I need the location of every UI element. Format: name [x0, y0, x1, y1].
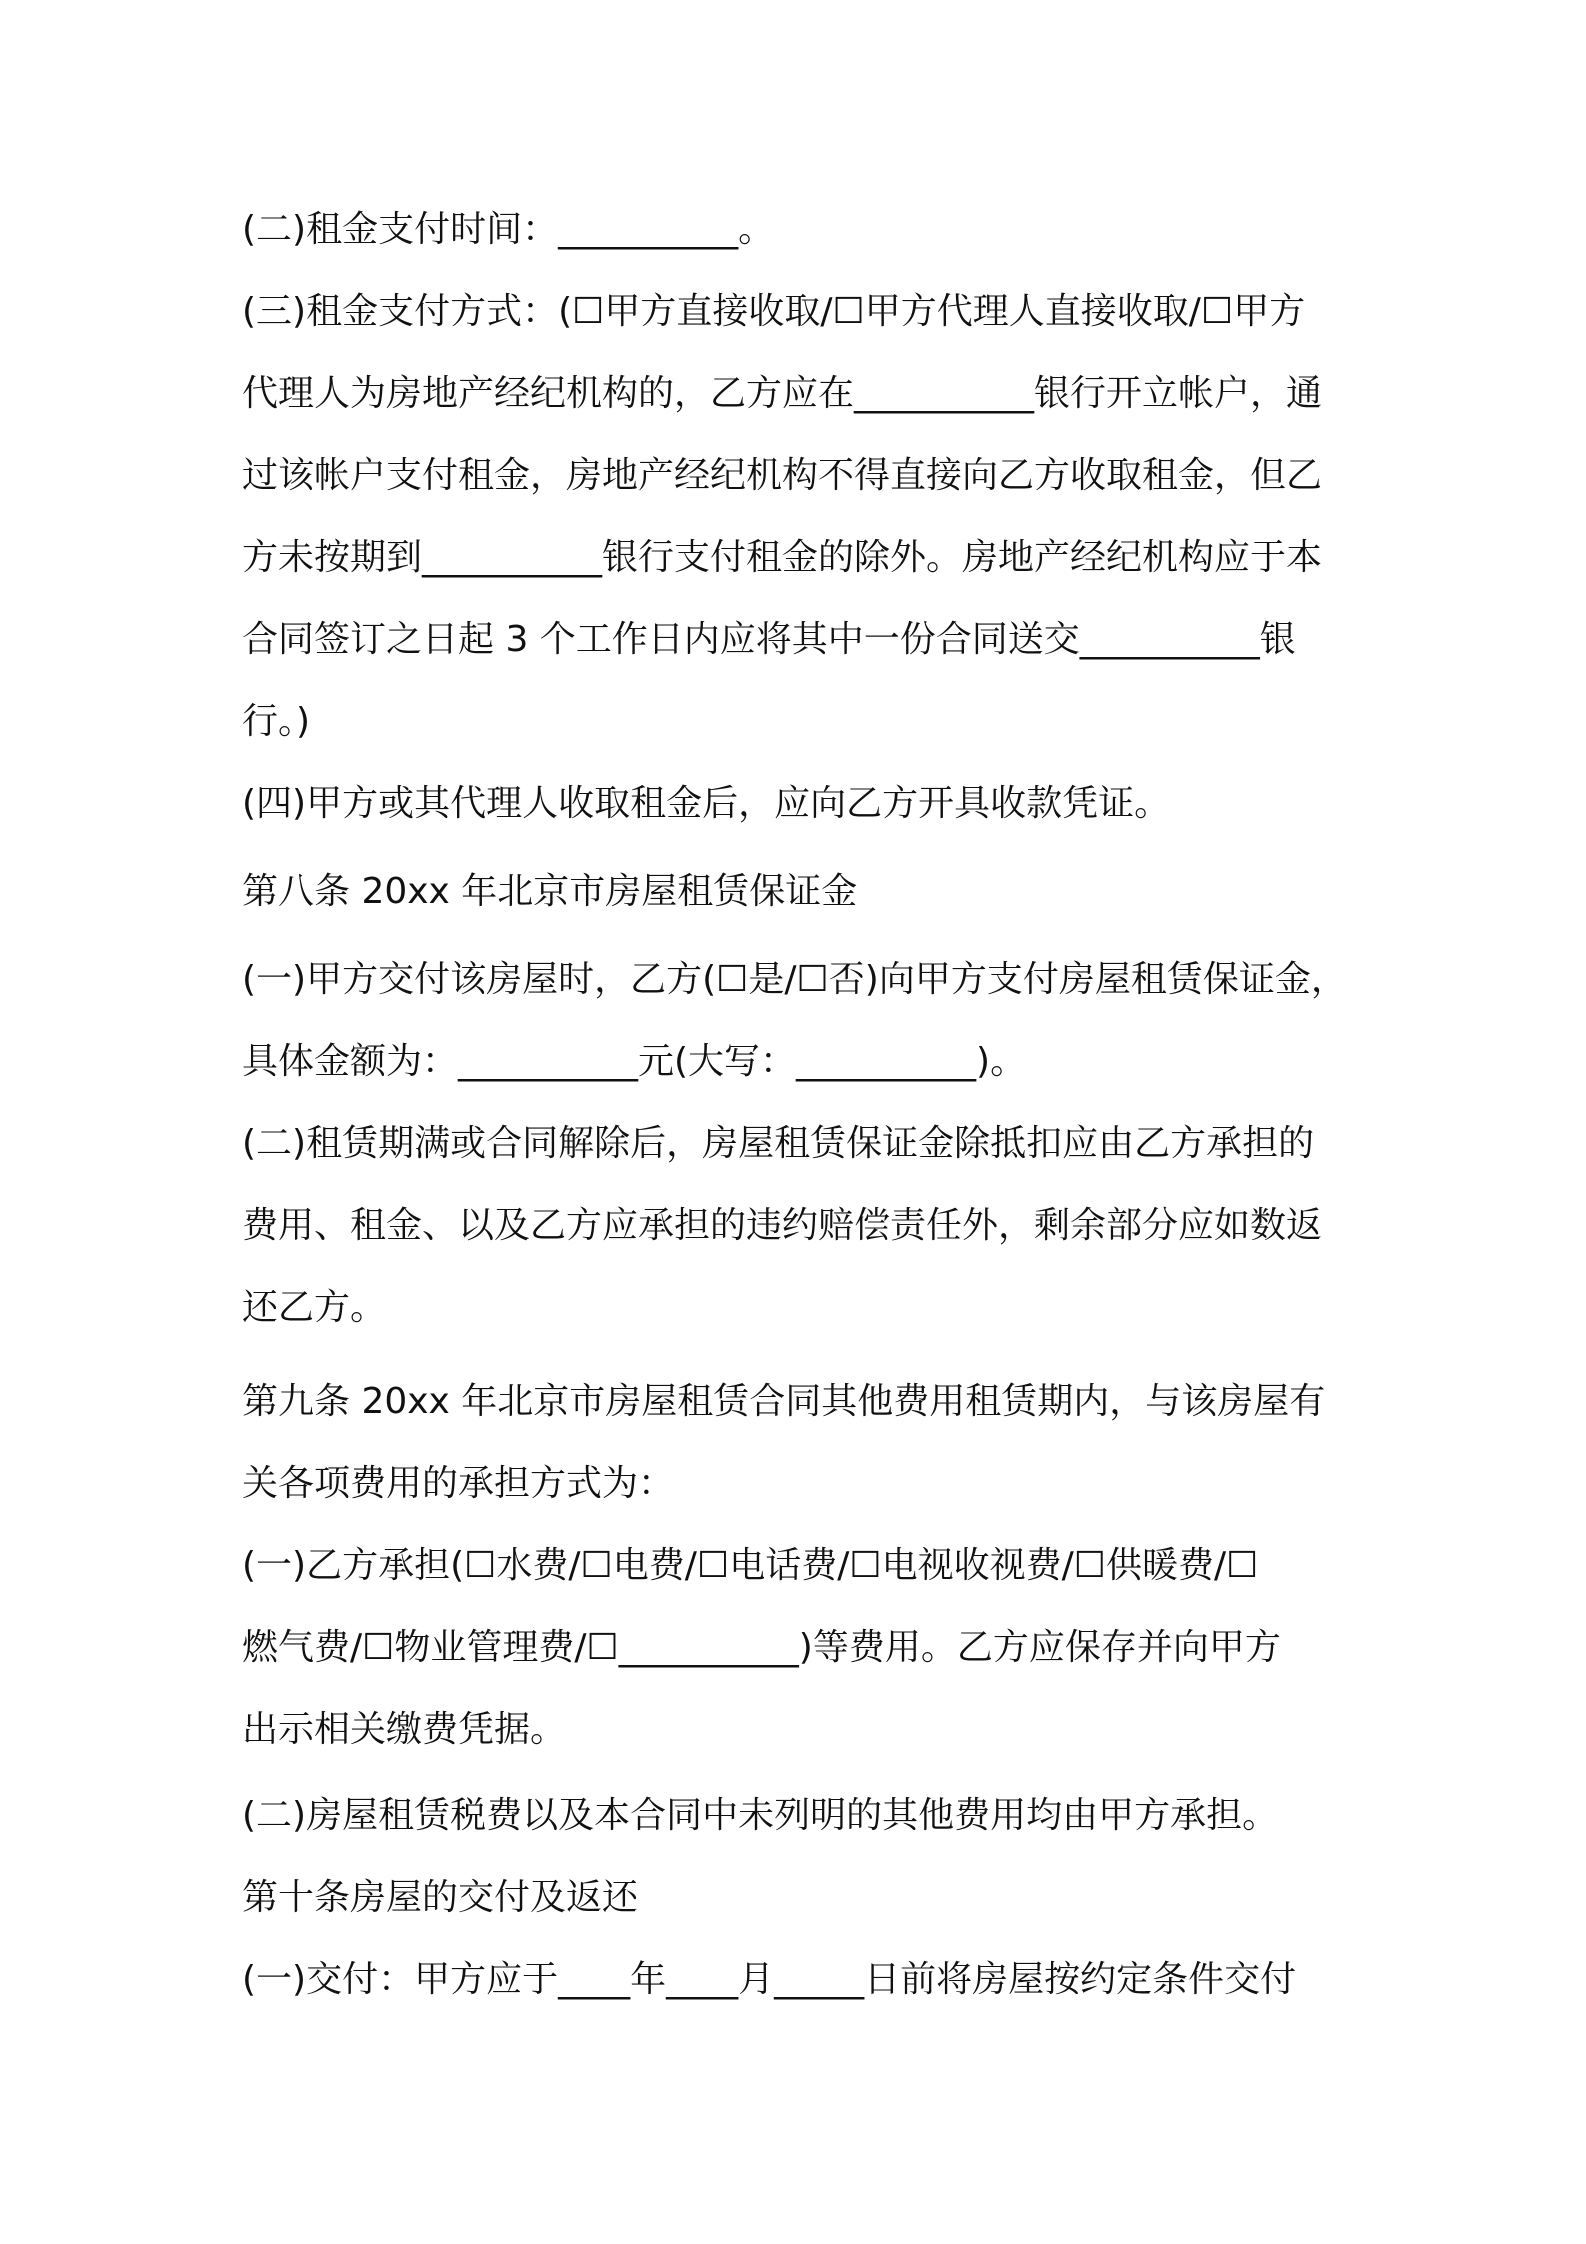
text-line-13: 费用、租金、以及乙方应承担的违约赔偿责任外，剩余部分应如数返: [242, 1205, 1323, 1246]
text-line-21: 第十条房屋的交付及返还: [242, 1877, 639, 1918]
text-line-19: 出示相关缴费凭据。: [242, 1709, 567, 1750]
text-line-16: 关各项费用的承担方式为：: [242, 1463, 675, 1504]
text-line-6: 合同签订之日起 3 个工作日内应将其中一份合同送交__________银: [242, 619, 1296, 660]
text-line-11: 具体金额为：__________元(大写：__________)。: [242, 1041, 1027, 1082]
text-line-8: (四)甲方或其代理人收取租金后，应向乙方开具收款凭证。: [242, 783, 1171, 824]
text-line-20: (二)房屋租赁税费以及本合同中未列明的其他费用均由甲方承担。: [242, 1795, 1279, 1836]
text-line-4: 过该帐户支付租金，房地产经纪机构不得直接向乙方收取租金，但乙: [242, 455, 1323, 496]
text-line-3: 代理人为房地产经纪机构的，乙方应在__________银行开立帐户，通: [242, 373, 1323, 414]
text-line-10: (一)甲方交付该房屋时，乙方(☐是/☐否)向甲方支付房屋租赁保证金，: [242, 959, 1347, 1000]
text-line-15: 第九条 20xx 年北京市房屋租赁合同其他费用租赁期内，与该房屋有: [242, 1381, 1326, 1422]
text-line-12: (二)租赁期满或合同解除后，房屋租赁保证金除抵扣应由乙方承担的: [242, 1123, 1315, 1164]
text-line-7: 行。): [242, 701, 311, 742]
text-line-14: 还乙方。: [242, 1287, 387, 1328]
text-line-2: (三)租金支付方式：(☐甲方直接收取/☐甲方代理人直接收取/☐甲方: [242, 291, 1306, 332]
text-line-18: 燃气费/☐物业管理费/☐__________)等费用。乙方应保存并向甲方: [242, 1627, 1281, 1668]
text-line-22: (一)交付：甲方应于____年____月_____日前将房屋按约定条件交付: [242, 1959, 1297, 2000]
text-line-9: 第八条 20xx 年北京市房屋租赁保证金: [242, 871, 858, 912]
text-line-5: 方未按期到__________银行支付租金的除外。房地产经纪机构应于本: [242, 537, 1323, 578]
text-line-17: (一)乙方承担(☐水费/☐电费/☐电话费/☐电视收视费/☐供暖费/☐: [242, 1545, 1259, 1586]
text-line-1: (二)租金支付时间：__________。: [242, 209, 775, 250]
